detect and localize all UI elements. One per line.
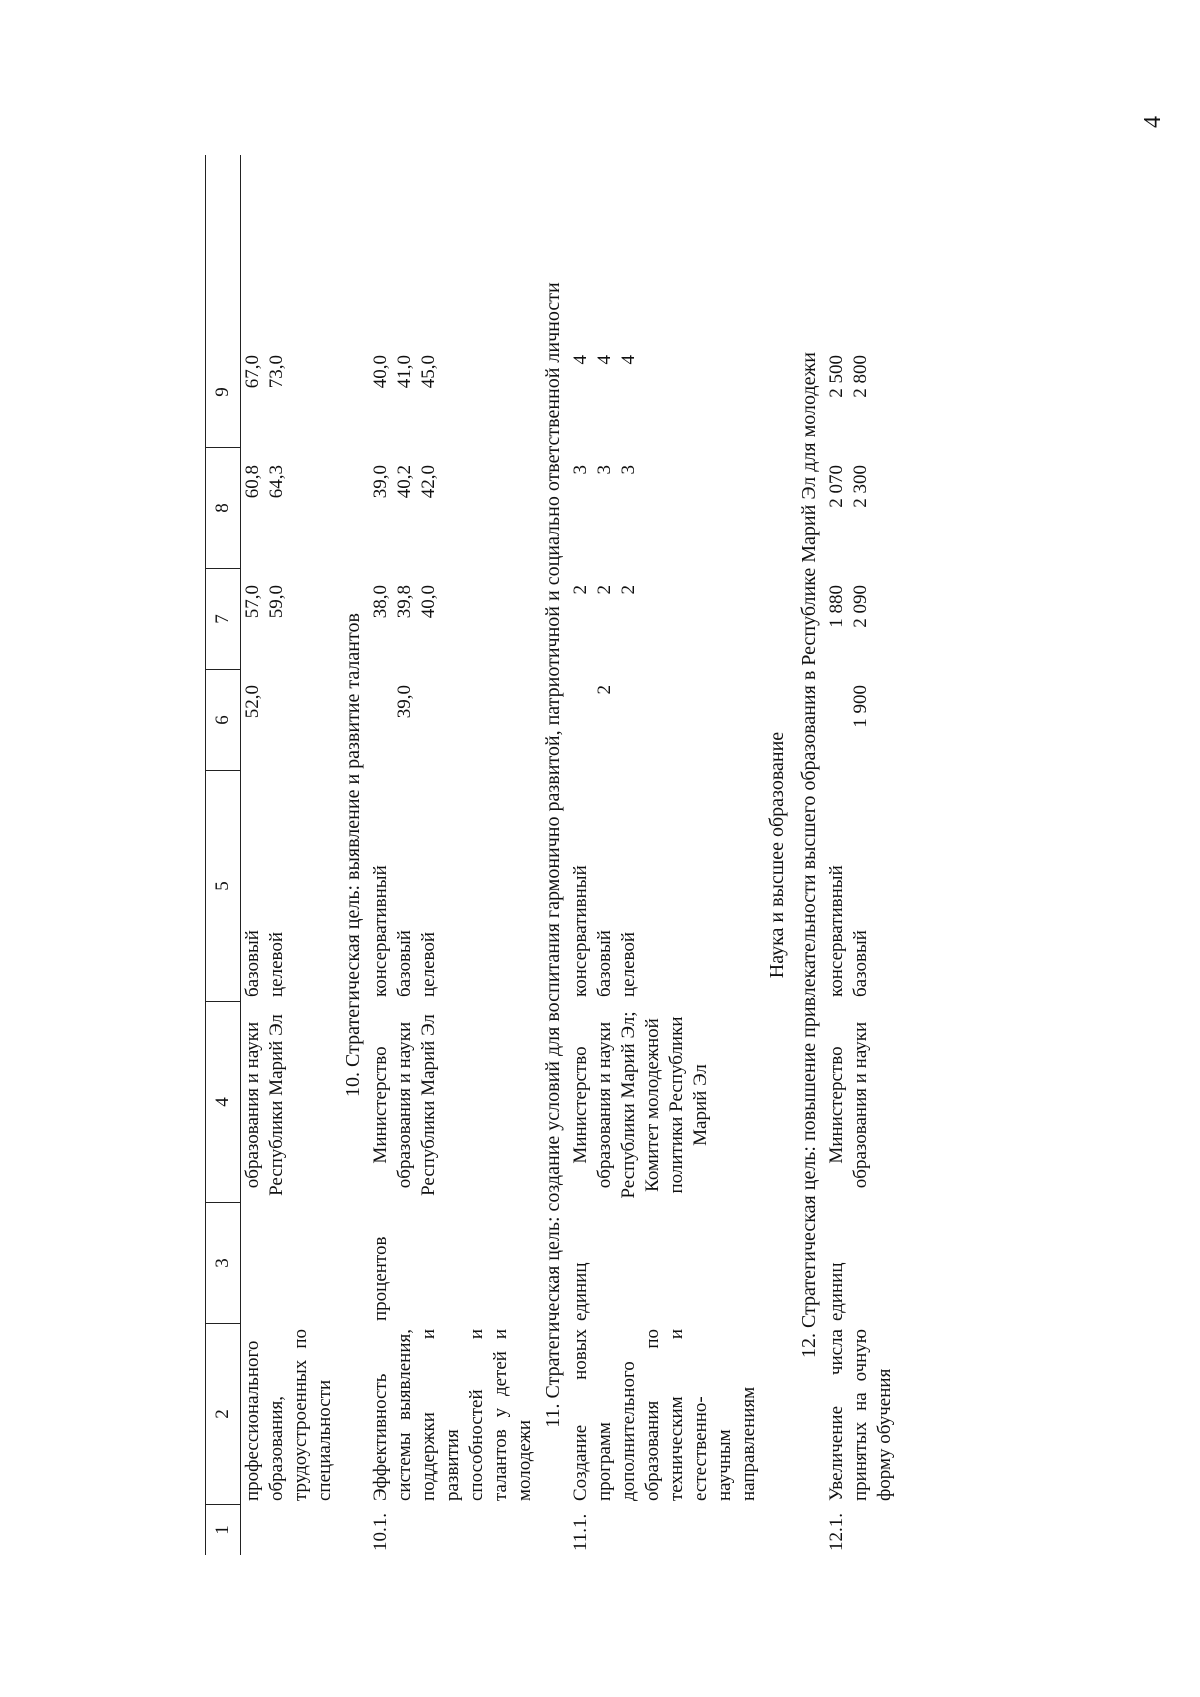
value-cell: 39,0 xyxy=(394,685,415,719)
responsible-cell: Министерство образования и науки Республики Марий Эл xyxy=(370,1014,439,1196)
value-cell: 40,0 xyxy=(418,585,439,619)
table-sheet xyxy=(205,155,1045,1555)
col-header-7: 7 xyxy=(206,569,240,670)
value-cell: 64,3 xyxy=(266,465,287,499)
value-cell: 1 900 xyxy=(850,685,871,728)
section-title-10: 10. Стратегическая цель: выявление и развитие талантов xyxy=(342,613,364,1097)
row-number: 10.1. xyxy=(370,1513,391,1551)
col-header-2: 2 xyxy=(206,1324,240,1505)
value-cell: 2 070 xyxy=(826,465,847,508)
value-cell: 2 090 xyxy=(850,585,871,628)
value-cell: 45,0 xyxy=(418,355,439,389)
col-header-5: 5 xyxy=(206,771,240,1002)
unit-cell: единиц xyxy=(570,1262,591,1321)
value-cell xyxy=(369,671,393,771)
value-cell: 40,0 xyxy=(370,355,391,389)
value-cell: 40,2 xyxy=(394,465,415,499)
value-cell: 2 xyxy=(594,585,615,595)
unit-cell: процентов xyxy=(370,1236,391,1321)
value-cell: 73,0 xyxy=(266,355,287,389)
scenario-cell: консервативный xyxy=(370,865,391,997)
scenario-cell: базовый xyxy=(594,930,615,997)
section-title-12: 12. Стратегическая цель: повышение привлекательности высшего образования в Республике Марий Эл для молодежи xyxy=(798,352,820,1358)
indicator-cell: профессионального образования, трудоустроенных по специальности xyxy=(242,1329,335,1501)
value-cell: 42,0 xyxy=(418,465,439,499)
table-row xyxy=(241,155,337,1555)
value-cell: 52,0 xyxy=(242,685,263,719)
value-cell: 2 300 xyxy=(850,465,871,508)
value-cell: 4 xyxy=(570,355,591,365)
value-cell: 39,0 xyxy=(370,465,391,499)
value-cell: 2 800 xyxy=(850,355,871,398)
value-cell xyxy=(617,671,641,771)
page-number: 4 xyxy=(1140,116,1166,128)
scenario-cell: целевой xyxy=(266,931,287,997)
table-row xyxy=(569,155,761,1555)
col-header-8: 8 xyxy=(206,448,240,569)
value-cell: 2 xyxy=(570,585,591,595)
unit-cell: единиц xyxy=(826,1262,847,1321)
value-cell xyxy=(417,671,441,771)
value-cell: 1 880 xyxy=(826,585,847,628)
value-cell: 67,0 xyxy=(242,355,263,389)
row-number: 12.1. xyxy=(826,1513,847,1551)
value-cell xyxy=(825,671,849,771)
value-cell xyxy=(265,671,289,771)
row-number: 11.1. xyxy=(570,1513,591,1551)
value-cell: 57,0 xyxy=(242,585,263,619)
value-cell: 3 xyxy=(594,465,615,475)
value-cell: 3 xyxy=(570,465,591,475)
section-title-science: Наука и высшее образование xyxy=(766,731,788,979)
scenario-cell: целевой xyxy=(618,931,639,997)
scenario-cell: базовый xyxy=(850,930,871,997)
col-header-6: 6 xyxy=(206,670,240,771)
value-cell: 41,0 xyxy=(394,355,415,389)
value-cell: 59,0 xyxy=(266,585,287,619)
scenario-cell: консервативный xyxy=(570,865,591,997)
table-row xyxy=(825,155,897,1555)
indicator-cell: Эффективность системы выявления, поддержки и развития способностей и талантов у детей и молодежи xyxy=(370,1329,535,1501)
value-cell: 39,8 xyxy=(394,585,415,619)
table-header xyxy=(205,155,241,1555)
value-cell: 4 xyxy=(618,355,639,365)
value-cell: 2 500 xyxy=(826,355,847,398)
value-cell: 3 xyxy=(618,465,639,475)
col-header-1: 1 xyxy=(212,1525,233,1535)
indicator-cell: Создание новых программ дополнительного образования по техническим и естественно-научным направлениям xyxy=(570,1329,759,1501)
scenario-cell: базовый xyxy=(394,930,415,997)
indicator-cell: Увеличение числа принятых на очную форму обучения xyxy=(826,1329,895,1501)
scenario-cell: консервативный xyxy=(826,865,847,997)
value-cell xyxy=(569,671,593,771)
col-header-3: 3 xyxy=(206,1203,240,1324)
responsible-cell: образования и науки Республики Марий Эл xyxy=(242,1014,287,1196)
value-cell: 38,0 xyxy=(370,585,391,619)
col-header-9: 9 xyxy=(206,337,240,448)
value-cell: 2 xyxy=(594,685,615,695)
responsible-cell: Министерство образования и науки xyxy=(826,1021,871,1189)
value-cell: 60,8 xyxy=(242,465,263,499)
scenario-cell: базовый xyxy=(242,930,263,997)
section-title-11: 11. Стратегическая цель: создание условий для воспитания гармонично развитой, патриотичной и социально ответственной личности xyxy=(542,282,564,1428)
scenario-cell: целевой xyxy=(418,931,439,997)
responsible-cell: Министерство образования и науки Республики Марий Эл; Комитет молодежной политики Республики Марий Эл xyxy=(570,1011,711,1199)
value-cell: 4 xyxy=(594,355,615,365)
value-cell: 2 xyxy=(618,585,639,595)
table-row xyxy=(369,155,537,1555)
col-header-4: 4 xyxy=(206,1002,240,1203)
